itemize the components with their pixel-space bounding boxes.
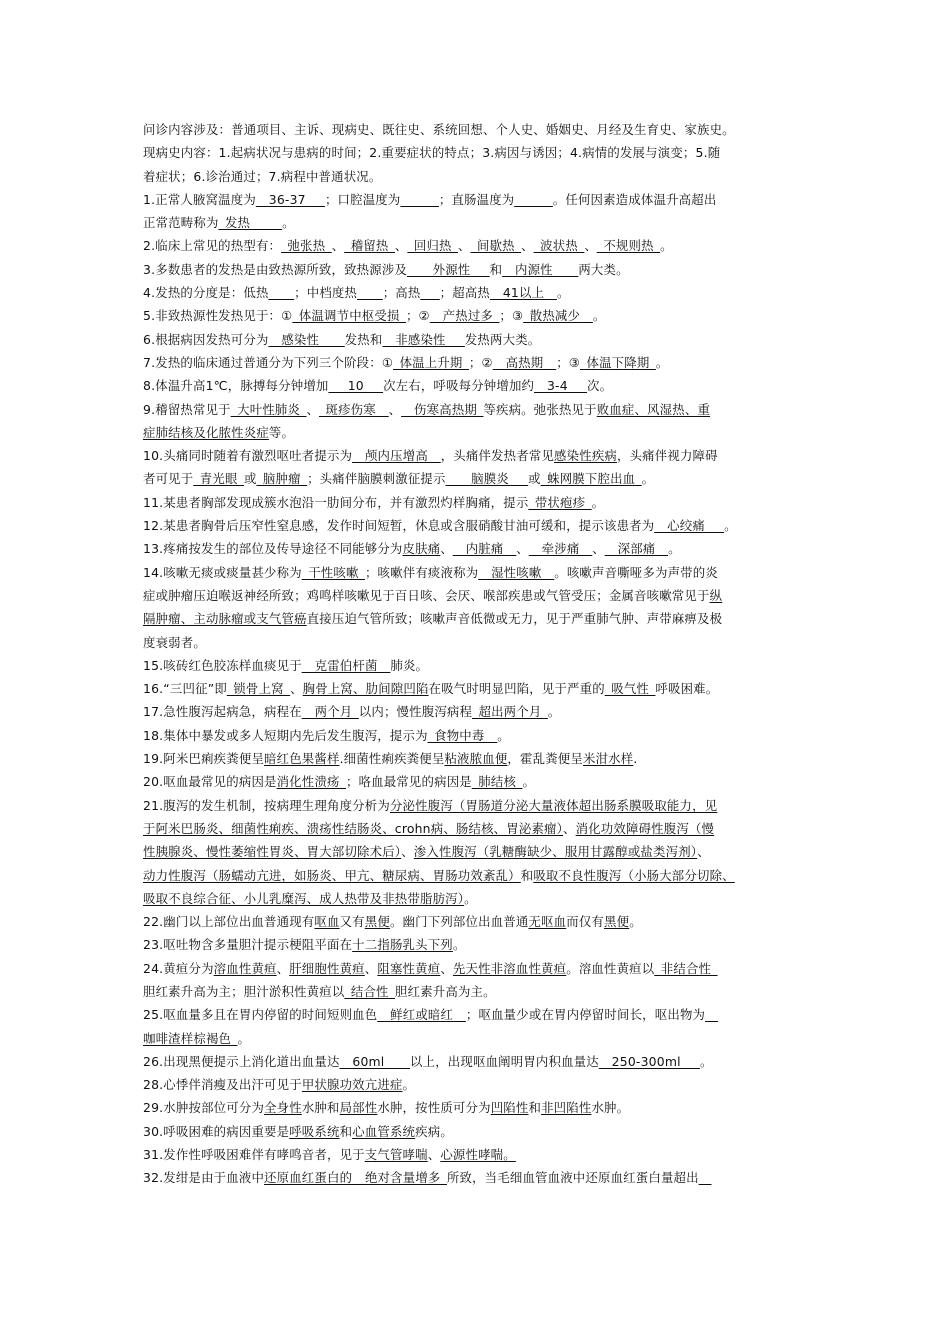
underlined-answer: ___10___: [328, 378, 384, 394]
underlined-answer: ____外源性___: [407, 261, 490, 277]
text-segment: 、: [563, 820, 576, 836]
text-segment: 次。: [586, 378, 613, 394]
text-segment: 正常范畴称为: [143, 215, 219, 231]
text-line: [143, 864, 815, 887]
text-segment: 、: [306, 401, 320, 417]
text-segment: 、: [401, 844, 414, 860]
text-line: [143, 607, 815, 630]
text-segment: 11.某患者胸部发现成簇水泡沿一肋间分布，并有激烈灼样胸痛，提示: [143, 494, 529, 510]
text-segment: 、: [592, 541, 605, 557]
underlined-answer: __深部痛__: [604, 541, 669, 557]
text-segment: 、: [364, 960, 378, 976]
underlined-answer: _青光眼_: [193, 471, 244, 487]
text-line: [143, 770, 815, 793]
text-segment: .: [633, 751, 638, 767]
underlined-answer: 咖啡渣样棕褐色_: [143, 1030, 238, 1046]
text-line: [143, 747, 815, 770]
text-segment: 。: [402, 1077, 416, 1093]
underlined-answer: 消化功效障碍性腹泻（慢: [575, 820, 715, 836]
text-segment: 、: [388, 401, 402, 417]
underlined-answer: __颅内压增高__: [352, 448, 441, 464]
text-line: [143, 421, 815, 444]
underlined-answer: 先天性非溶血性黄疸: [452, 960, 567, 976]
text-segment: 等疾病。弛张热见于: [483, 401, 597, 417]
text-line: [143, 328, 815, 351]
text-segment: 25.呕血量多且在胃内停留的时间短则血色: [143, 1007, 378, 1023]
text-line: [143, 677, 815, 700]
text-segment: 和: [489, 261, 503, 277]
underlined-answer: 感染性疾病: [554, 448, 617, 464]
underlined-answer: __非感染性___: [382, 331, 465, 347]
text-segment: 2.临床上常见的热型有：: [143, 238, 282, 254]
underlined-answer: __内脏痛__: [452, 541, 517, 557]
text-line: [143, 514, 815, 537]
text-segment: 度衰弱者。: [143, 634, 206, 650]
text-segment: 16.“三凹征”即: [143, 681, 227, 697]
underlined-answer: 心血管系统: [352, 1123, 416, 1139]
text-segment: 水肿，按性质可分为: [377, 1100, 491, 1116]
text-segment: 胆红素升高为主；胆汁淤积性黄疸以: [143, 983, 345, 999]
underlined-answer: _带状疱疹_: [528, 494, 592, 510]
text-segment: 问诊内容涉及：普通项目、主诉、现病史、既往史、系统回想、个人史、婚姻史、月经及生育史、家族史。: [143, 122, 735, 137]
text-segment: ，头痛伴视力障碍: [617, 448, 718, 464]
text-segment: 两大类。: [578, 261, 629, 277]
text-segment: 。: [668, 541, 681, 557]
underlined-answer: 消化性溃疡_: [276, 774, 346, 790]
text-segment: ；③: [556, 354, 581, 370]
text-segment: 14.咳嗽无痰或痰量甚少称为: [143, 564, 302, 580]
underlined-answer: _斑疹伤寒__: [319, 401, 389, 417]
text-segment: 。: [655, 354, 669, 370]
text-segment: 。: [547, 704, 561, 720]
underlined-answer: _蛛网膜下腔出血_: [540, 471, 642, 487]
text-segment: 、: [584, 238, 597, 254]
text-segment: 3.多数患者的发热是由致热源所致，致热源涉及: [143, 261, 408, 277]
text-segment: 7.发热的临床通过普通分为下列三个阶段：①: [143, 354, 394, 370]
text-line: [143, 724, 815, 747]
text-segment: 。: [282, 215, 295, 231]
underlined-answer: __产热过多_: [429, 308, 500, 324]
text-segment: ；口腔温度为: [324, 191, 401, 207]
underlined-answer: _体温下降期_: [580, 354, 656, 370]
text-line: [143, 584, 815, 607]
text-segment: 1.正常人腋窝温度为: [143, 191, 256, 207]
underlined-answer: _吸气性_: [604, 681, 656, 697]
text-segment: 。咳嗽声音嘶哑多为声带的炎: [554, 564, 718, 580]
underlined-answer: 甲状腺功效亢进症: [301, 1077, 403, 1093]
text-line: [143, 1027, 815, 1050]
underlined-answer: __内源性____: [502, 261, 579, 277]
underlined-answer: 吸取不良综合征、小儿乳糜泻、成人热带及非热带脂肪泻）: [143, 890, 465, 906]
text-segment: 12.某患者胸骨后压窄性窒息感，发作时间短暂，休息或含服硝酸甘油可缓和，提示该患者为: [143, 518, 655, 534]
text-segment: ，头痛伴发热者常见: [440, 448, 555, 464]
text-line: [143, 234, 815, 257]
underlined-answer: 支气管哮喘: [364, 1147, 428, 1163]
text-segment: ；②: [405, 308, 430, 324]
underlined-answer: 阻塞性黄疸: [377, 960, 441, 976]
text-line: [143, 654, 815, 677]
text-segment: 。: [592, 308, 606, 324]
underlined-answer: 隔肿瘤、主动脉瘤或支气管癌: [143, 611, 307, 627]
text-segment: 。: [522, 774, 536, 790]
underlined-answer: ____: [268, 285, 295, 301]
underlined-answer: _体温上升期_: [393, 354, 469, 370]
text-line: [143, 281, 815, 304]
text-segment: 。: [556, 285, 570, 301]
text-segment: 、: [331, 238, 345, 254]
underlined-answer: 还原血红蛋白的__绝对含量增多_: [264, 1170, 447, 1186]
text-segment: ；直肠温度为: [438, 191, 515, 207]
underlined-answer: 纵: [709, 587, 723, 603]
text-segment: 、: [394, 238, 408, 254]
underlined-answer: _结合性_: [344, 983, 396, 999]
text-segment: 。: [452, 937, 466, 953]
text-segment: 。: [629, 914, 642, 930]
text-line: [143, 165, 815, 188]
text-segment: ；呕血量少或在胃内停留时间长，呕出物为: [465, 1007, 706, 1023]
underlined-answer: 动力性腹泻（肠蠕动亢进，如肠炎、甲亢、糖尿病、胃肠功效紊乱）: [143, 867, 521, 883]
underlined-answer: 粘液脓血便: [444, 751, 508, 767]
underlined-answer: 呕血: [314, 914, 340, 930]
underlined-answer: 症肺结核及化脓性炎症: [143, 424, 269, 440]
text-segment: 、: [290, 681, 303, 697]
text-line: [143, 1143, 815, 1166]
underlined-answer: _肺结核_: [471, 774, 523, 790]
text-segment: 以上，出现呕血阐明胃内积血量达: [410, 1053, 599, 1069]
underlined-answer: _干性咳嗽_: [301, 564, 365, 580]
text-segment: 所致，当毛细血管血液中还原血红蛋白量超出: [446, 1170, 699, 1186]
underlined-answer: _不规则热_: [596, 238, 661, 254]
underlined-answer: _体温调节中枢受损_: [292, 308, 406, 324]
underlined-answer: ______: [514, 191, 553, 207]
underlined-answer: _发热_____: [218, 215, 283, 231]
text-segment: ；中档度热: [294, 285, 358, 301]
underlined-answer: 十二指肠乳头下列: [352, 937, 453, 953]
text-segment: 30.呼吸困难的病因重要是: [143, 1123, 290, 1139]
text-line: [143, 817, 815, 840]
underlined-answer: _波状热_: [533, 238, 585, 254]
underlined-answer: __36-37___: [255, 191, 325, 207]
text-segment: 17.急性腹泻起病急，病程在: [143, 704, 302, 720]
text-segment: 26.出现黑便提示上消化道出血量达: [143, 1053, 340, 1069]
underlined-answer: _大叶性肺炎_: [230, 401, 307, 417]
underlined-answer: __41以上__: [490, 285, 557, 301]
text-segment: 22.幽门以上部位出血普通现有: [143, 914, 315, 930]
text-segment: 、: [458, 238, 471, 254]
underlined-answer: _非结合性_: [654, 960, 718, 976]
underlined-answer: ____: [357, 285, 383, 301]
underlined-answer: __牵涉痛__: [528, 541, 593, 557]
text-segment: 和: [339, 1123, 353, 1139]
text-segment: 。: [464, 890, 477, 906]
underlined-answer: __鲜红或暗红__: [377, 1007, 466, 1023]
text-line: [143, 1003, 815, 1026]
text-segment: 。幽门下列部位出血普通: [389, 914, 529, 930]
text-segment: ；超高热: [439, 285, 491, 301]
text-line: [143, 141, 815, 164]
text-line: [143, 1096, 815, 1119]
underlined-answer: __感染性____: [268, 331, 345, 347]
text-segment: 、: [427, 1147, 441, 1163]
text-segment: 现病史内容：1.起病状况与患病的时间；2.重要症状的特点；3.病因与诱因；4.病情的发展与演变；5.随: [143, 145, 721, 161]
text-segment: 15.咳砖红色胶冻样血痰见于: [143, 657, 302, 673]
text-line: [143, 188, 815, 211]
text-segment: 。: [724, 518, 737, 534]
text-line: [143, 887, 815, 910]
text-segment: ；③: [499, 308, 524, 324]
text-line: [143, 561, 815, 584]
underlined-answer: _超出两个月_: [472, 704, 548, 720]
text-segment: 着症状；6.诊治通过；7.病程中普通状况。: [143, 168, 382, 184]
text-segment: 和: [520, 867, 534, 883]
text-segment: 6.根据病因发热可分为: [143, 331, 269, 347]
text-segment: 肺炎。: [390, 657, 429, 673]
underlined-answer: 于阿米巴肠炎、细菌性痢疾、溃疡性结肠炎、crohn病、肠结核、胃泌素瘤）: [143, 820, 564, 836]
underlined-answer: __克雷伯杆菌__: [301, 657, 391, 673]
text-segment: 。: [237, 1030, 251, 1046]
text-segment: ；②: [468, 354, 493, 370]
underlined-answer: 无呕血: [528, 914, 567, 930]
text-segment: ；头痛伴脑膜刺激征提示: [307, 471, 446, 487]
text-line: [143, 351, 815, 374]
underlined-answer: 凹陷性: [490, 1100, 529, 1116]
underlined-answer: 溶血性黄疸: [213, 960, 277, 976]
text-segment: 次左右，呼吸每分钟增加约: [383, 378, 535, 394]
text-segment: 10.头痛同时随着有激烈呕吐者提示为: [143, 448, 353, 464]
text-line: [143, 631, 815, 654]
underlined-answer: 吸取不良性腹泻（小肠大部分切除、: [533, 867, 735, 883]
text-line: [143, 1073, 815, 1096]
text-segment: 18.集体中暴发或多人短期内先后发生腹泻，提示为: [143, 727, 428, 743]
text-line: [143, 258, 815, 281]
underlined-answer: __心绞痛___: [654, 518, 725, 534]
text-segment: 水肿和: [301, 1100, 340, 1116]
text-segment: 疾病。: [415, 1123, 453, 1139]
text-segment: .细菌性痢疾粪便呈: [339, 751, 445, 767]
underlined-answer: __湿性咳嗽__: [478, 564, 555, 580]
text-line: [143, 794, 815, 817]
text-line: [143, 1050, 815, 1073]
underlined-answer: _散热减少__: [523, 308, 593, 324]
text-segment: 、: [276, 960, 290, 976]
text-segment: 呼吸困难。: [655, 681, 719, 697]
underlined-answer: 败血症、风湿热、重: [596, 401, 711, 417]
text-line: [143, 491, 815, 514]
text-segment: 13.疼痛按发生的部位及传导途径不同能够分为: [143, 541, 403, 557]
text-segment: 以内；慢性腹泻病程: [358, 704, 473, 720]
underlined-answer: 胸骨上窝、肋间隙凹陷: [302, 681, 429, 697]
text-line: [143, 211, 815, 234]
text-segment: 4.发热的分度是：低热: [143, 285, 269, 301]
underlined-answer: 分泌性腹泻（胃肠道分泌大量液体超出肠系膜吸取能力，见: [389, 797, 718, 813]
text-segment: 等。: [268, 424, 295, 440]
text-segment: 或: [528, 471, 541, 487]
text-segment: 、: [521, 238, 534, 254]
text-line: [143, 398, 815, 421]
underlined-answer: 暗红色果酱样: [264, 751, 340, 767]
text-segment: 。: [660, 238, 673, 254]
underlined-answer: 皮肤痛: [402, 541, 441, 557]
text-segment: 、: [697, 844, 710, 860]
text-segment: 。: [641, 471, 655, 487]
text-line: [143, 840, 815, 863]
underlined-answer: __: [698, 1170, 712, 1186]
text-segment: 发热和: [344, 331, 383, 347]
text-segment: ；高热: [382, 285, 421, 301]
text-line: [143, 444, 815, 467]
text-line: [143, 933, 815, 956]
text-segment: ，霍乱粪便呈: [507, 751, 583, 767]
underlined-answer: 全身性: [264, 1100, 302, 1116]
text-line: [143, 118, 815, 141]
underlined-answer: 非凹陷性: [541, 1100, 592, 1116]
text-line: [143, 304, 815, 327]
text-segment: 症或肿瘤压迫喉返神经所致；鸡鸣样咳嗽见于百日咳、会厌、喉部疾患或气管受压；金属音咳嗽常见于: [143, 587, 710, 603]
text-segment: 和: [528, 1100, 542, 1116]
document-page: [143, 118, 815, 1190]
underlined-answer: _回归热_: [407, 238, 459, 254]
underlined-answer: ___: [420, 285, 440, 301]
text-segment: 。: [591, 494, 605, 510]
underlined-answer: 呼吸系统: [289, 1123, 340, 1139]
underlined-answer: _稽留热_: [344, 238, 395, 254]
text-line: [143, 537, 815, 560]
text-segment: 发热两大类。: [464, 331, 541, 347]
underlined-answer: __60ml____: [339, 1053, 411, 1069]
underlined-answer: 肝细胞性黄疸: [289, 960, 365, 976]
underlined-answer: ____脑膜炎___: [445, 471, 529, 487]
underlined-answer: __250-300ml___: [598, 1053, 700, 1069]
text-segment: 者可见于: [143, 471, 194, 487]
underlined-answer: 黑便: [604, 914, 630, 930]
text-line: [143, 980, 815, 1003]
text-segment: 23.呕吐物含多量胆汁提示梗阻平面在: [143, 937, 353, 953]
text-segment: 5.非致热源性发热见于：①: [143, 308, 293, 324]
underlined-answer: __高热期__: [492, 354, 557, 370]
underlined-answer: ______: [400, 191, 439, 207]
text-line: [143, 910, 815, 933]
text-line: [143, 1120, 815, 1143]
text-segment: 9.稽留热常见于: [143, 401, 231, 417]
text-segment: 。: [497, 727, 510, 743]
underlined-answer: 局部性: [339, 1100, 378, 1116]
text-segment: 28.心悸伴消瘦及出汗可见于: [143, 1077, 302, 1093]
text-segment: ；咳嗽伴有痰液称为: [364, 564, 479, 580]
text-segment: 直接压迫气管所致；咳嗽声音低微或无力，见于严重肺气肿、声带麻痹及极: [306, 611, 723, 627]
text-segment: 。: [699, 1053, 713, 1069]
text-segment: 或: [243, 471, 257, 487]
text-segment: 21.腹泻的发生机制，按病理生理角度分析为: [143, 797, 390, 813]
text-segment: 20.呕血最常见的病因是: [143, 774, 277, 790]
underlined-answer: 心源性哮喘。: [440, 1147, 516, 1163]
text-segment: 19.阿米巴痢疾粪便呈: [143, 751, 265, 767]
text-segment: 、: [440, 541, 453, 557]
text-line: [143, 700, 815, 723]
text-line: [143, 957, 815, 980]
text-segment: 29.水肿按部位可分为: [143, 1100, 265, 1116]
text-segment: ；咯血最常见的病因是: [345, 774, 472, 790]
text-line: [143, 374, 815, 397]
text-segment: 又有: [339, 914, 365, 930]
text-segment: 。溶血性黄疸以: [566, 960, 655, 976]
underlined-answer: 性胰腺炎、慢性萎缩性胃炎、胃大部切除术后）: [143, 844, 402, 860]
underlined-answer: _间歇热_: [470, 238, 522, 254]
text-line: [143, 1166, 815, 1189]
text-segment: 32.发绀是由于血液中: [143, 1170, 265, 1186]
text-segment: 。任何因素造成体温升高超出: [552, 191, 717, 207]
text-segment: 胆红素升高为主。: [395, 983, 496, 999]
underlined-answer: __3-4___: [534, 378, 587, 394]
text-segment: 在吸气时明显凹陷，见于严重的: [428, 681, 605, 697]
text-segment: 水肿。: [591, 1100, 630, 1116]
text-segment: 、: [516, 541, 529, 557]
text-segment: 24.黄疸分为: [143, 960, 214, 976]
underlined-answer: __: [705, 1007, 718, 1023]
text-segment: 8.体温升高1℃，脉搏每分钟增加: [143, 378, 329, 394]
underlined-answer: _锁骨上窝_: [226, 681, 291, 697]
underlined-answer: 米泔水样: [582, 751, 634, 767]
text-line: [143, 467, 815, 490]
underlined-answer: 渗入性腹泻（乳糖酶缺少、服用甘露醇或盐类泻剂）: [413, 844, 698, 860]
underlined-answer: _脑肿瘤_: [256, 471, 308, 487]
underlined-answer: __两个月_: [301, 704, 359, 720]
text-segment: 而仅有: [566, 914, 605, 930]
text-segment: 、: [440, 960, 453, 976]
text-segment: 31.发作性呼吸困难伴有哮鸣音者，见于: [143, 1147, 365, 1163]
underlined-answer: _食物中毒__: [427, 727, 498, 743]
underlined-answer: _弛张热_: [281, 238, 332, 254]
underlined-answer: 黑便: [364, 914, 390, 930]
underlined-answer: __伤寒高热期_: [401, 401, 484, 417]
